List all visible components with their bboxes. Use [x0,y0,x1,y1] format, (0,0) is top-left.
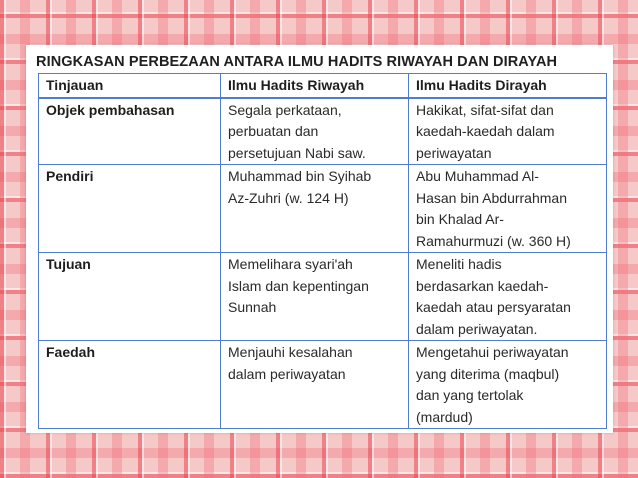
cell-line: Hakikat, sifat-sifat dan [416,101,554,118]
table-row [39,165,607,253]
header-dirayah: Ilmu Hadits Dirayah [409,74,607,98]
row-label-objek: Objek pembahasan [39,98,221,165]
cell-line: Muhammad bin Syihab [228,168,372,184]
cell-line: dalam periwayatan. [416,320,538,337]
cell-line: bin Khalad Ar- [416,211,504,227]
cell-line: Memelihara syari'ah [228,256,353,272]
cell-riwayah-objek [221,98,409,165]
cell-line: Mengetahui periwayatan [416,344,569,360]
cell-dirayah-faedah [409,341,607,429]
cell-line: Menjauhi kesalahan [228,344,353,360]
cell-line: berdasarkan kaedah- [416,277,549,294]
cell-line: Segala perkataan, [228,101,342,118]
table-row [39,341,607,429]
cell-line: Ramahurmuzi (w. 360 H) [416,232,571,249]
row-label-pendiri: Pendiri [39,165,221,253]
cell-riwayah-faedah [221,341,409,429]
cell-line: perbuatan dan [228,123,319,139]
cell-line: dan yang tertolak [416,387,524,403]
cell-line: Meneliti hadis [416,256,502,272]
cell-line: Abu Muhammad Al- [416,168,539,184]
header-tinjauan: Tinjauan [39,74,221,98]
cell-dirayah-pendiri [409,165,607,253]
summary-card [26,45,613,433]
header-row [39,74,607,98]
cell-line: Sunnah [228,299,277,315]
row-label-faedah: Faedah [39,341,221,429]
cell-line: Islam dan kepentingan [228,277,369,294]
cell-dirayah-tujuan [409,253,607,341]
cell-line: Az-Zuhri (w. 124 H) [228,189,349,206]
cell-line: periwayatan [416,144,492,161]
cell-riwayah-pendiri [221,165,409,253]
header-riwayah: Ilmu Hadits Riwayah [221,74,409,98]
cell-line: Hasan bin Abdurrahman [416,189,567,206]
cell-dirayah-objek [409,98,607,165]
table-row [39,98,607,165]
table-title: RINGKASAN PERBEZAAN ANTARA ILMU HADITS RIWAYAH DAN DIRAYAH [36,54,558,70]
cell-line: dalam periwayatan [228,365,346,382]
row-label-tujuan: Tujuan [39,253,221,341]
table-row [39,253,607,341]
comparison-table [38,73,607,429]
cell-line: persetujuan Nabi saw. [228,144,366,161]
cell-line: kaedah atau persyaratan [416,299,571,315]
cell-line: yang diterima (maqbul) [416,365,560,382]
cell-riwayah-tujuan [221,253,409,341]
cell-line: (mardud) [416,408,473,425]
cell-line: kaedah-kaedah dalam [416,123,555,139]
